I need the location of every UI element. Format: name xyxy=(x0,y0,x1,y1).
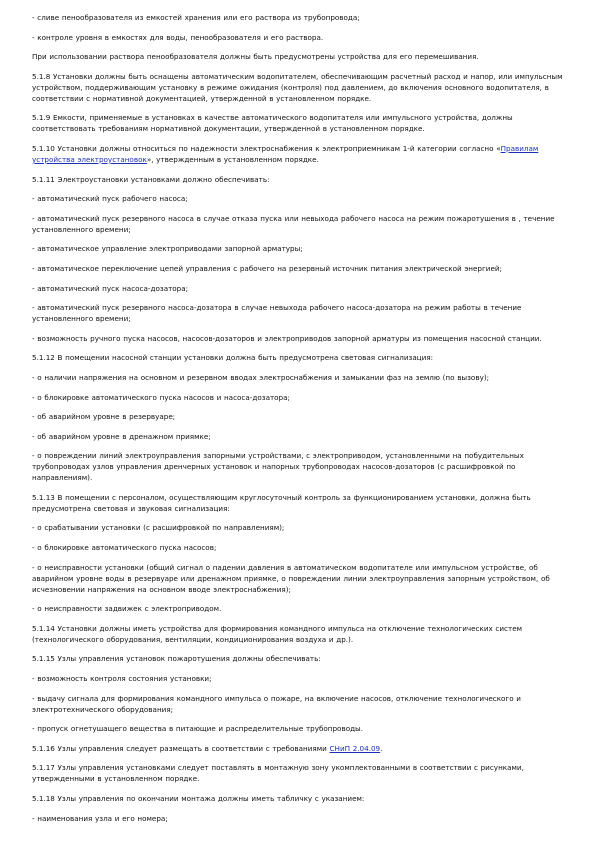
clause-5-1-18: 5.1.18 Узлы управления по окончании монтажа должны иметь табличку с указанием: xyxy=(32,794,365,803)
clause-text: 5.1.16 Узлы управления следует размещать в соответствии с требованиями xyxy=(32,743,330,753)
list-item: - наименования узла и его номера; xyxy=(32,813,168,823)
clause-5-1-10 xyxy=(32,143,566,165)
snip-link[interactable]: СНиП 2.04.09 xyxy=(329,743,381,753)
clause-5-1-9: 5.1.9 Емкости, применяемые в установках в качестве автоматического водопитателя или импульсного устройства, должны соответствовать требованиям нормативной документации, утвержденной в установленном порядке. xyxy=(32,113,513,134)
list-item: - автоматический пуск резервного насоса-дозатора в случае невыхода рабочего насоса-дозатора на режим работы в течение установленного времени; xyxy=(32,303,522,324)
list-item: - сливе пенообразователя из емкостей хранения или его раствора из трубопровода; xyxy=(32,13,360,22)
clause-5-1-14: 5.1.14 Установки должны иметь устройства для формирования командного импульса на отключение технологических систем (технологического оборудования, вентиляции, кондиционирования воздуха и др.). xyxy=(32,623,523,644)
clause-5-1-13: 5.1.13 В помещении с персоналом, осуществляющим круглосуточный контроль за функционированием установки, должна быть предусмотрена световая и звуковая сигнализация: xyxy=(32,492,531,513)
clause-text: 5.1.10 Установки должны относиться по надежности электроснабжения к электроприемникам 1-й категории согласно « xyxy=(32,143,501,153)
list-item: - автоматический пуск рабочего насоса; xyxy=(32,194,188,204)
list-item: - о неисправности установки (общий сигнал о падении давления в автоматическом водопитателе или импульсном устройстве, об аварийном уровне воды в резервуаре или дренажном приямке, о повреждении линии электроуправления запорным устройством, об исчезновении напряжения на основном вводе электроснабжения); xyxy=(32,562,550,594)
clause-5-1-11: 5.1.11 Электроустановки установками должно обеспечивать: xyxy=(32,174,270,184)
clause-5-1-12: 5.1.12 В помещении насосной станции установки должна быть предусмотрена световая сигнализация: xyxy=(32,353,434,363)
list-item: - о срабатывании установки (с расшифровкой по направлениям); xyxy=(32,523,285,533)
list-item: - о наличии напряжения на основном и резервном вводах электроснабжения и замыкании фаз на землю (по вызову); xyxy=(32,372,490,382)
clause-5-1-8: 5.1.8 Установки должны быть оснащены автоматическим водопитателем, обеспечивающим расчетный расход и напор, или импульсным устройством, поддерживающим установку в режиме ожидания (контроля) под давлением, до включения основного водопитателя, в соответствии с нормативной документацией, утвержденной в установленном порядке. xyxy=(32,71,563,103)
list-item: - автоматическое управление электроприводами запорной арматуры; xyxy=(32,244,303,254)
list-item: - автоматическое переключение цепей управления с рабочего на резервный источник питания электрической энергией; xyxy=(32,263,502,273)
list-item: - возможность контроля состояния установки; xyxy=(32,674,212,684)
list-item: - об аварийном уровне в резервуаре; xyxy=(32,412,176,422)
list-item: - о неисправности задвижек с электроприводом. xyxy=(32,604,222,614)
clause-text: », утвержденным в установленном порядке. xyxy=(146,154,319,164)
clause-5-1-15: 5.1.15 Узлы управления установок пожаротушения должны обеспечивать: xyxy=(32,654,321,664)
paragraph: При использовании раствора пенообразователя должны быть предусмотрены устройства для его перемешивания. xyxy=(32,52,479,62)
list-item: - автоматический пуск насоса-дозатора; xyxy=(32,283,189,293)
clause-5-1-17: 5.1.17 Узлы управления установками следует поставлять в монтажную зону укомплектованными в соответствии с рисунками, утвержденными в установленном порядке. xyxy=(32,763,524,784)
document-page xyxy=(32,12,566,832)
list-item: - пропуск огнетушащего вещества в питающие и распределительные трубопроводы. xyxy=(32,724,364,734)
list-item: - об аварийном уровне в дренажном приямке; xyxy=(32,431,211,441)
list-item: - возможность ручного пуска насосов, насосов-дозаторов и электроприводов запорной арматуры из помещения насосной станции. xyxy=(32,333,542,343)
list-item: - о блокировке автоматического пуска насосов; xyxy=(32,543,217,553)
list-item: - выдачу сигнала для формирования командного импульса о пожаре, на включение насосов, отключение технологического и электротехнического оборудования; xyxy=(32,693,521,714)
clause-5-1-16 xyxy=(32,743,566,754)
list-item: - о блокировке автоматического пуска насосов и насоса-дозатора; xyxy=(32,392,290,402)
pue-rules-link[interactable]: Правилам устройства электроустановок xyxy=(32,143,539,164)
list-item: - автоматический пуск резервного насоса в случае отказа пуска или невыхода рабочего насоса на режим пожаротушения в , течение установленного времени; xyxy=(32,213,555,234)
list-item: - о повреждении линий электроуправления запорными устройствами, с электроприводом, установленными на побудительных трубопроводах узлов управления дренчерных установок и напорных трубопроводах насосов-дозаторов (с расшифровкой по направлениям). xyxy=(32,451,524,483)
clause-text: . xyxy=(380,743,383,753)
list-item: - контроле уровня в емкостях для воды, пенообразователя и его раствора. xyxy=(32,32,324,42)
